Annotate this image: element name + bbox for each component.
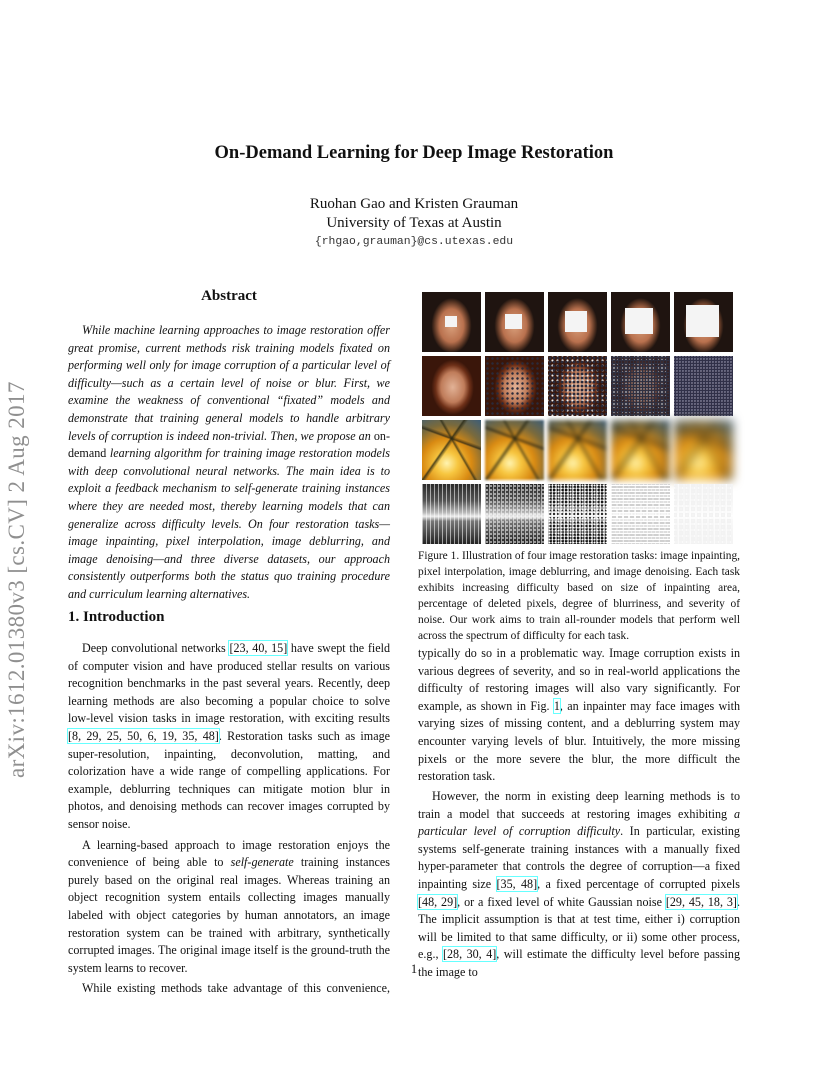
right-column [418,646,740,985]
denoising-image [674,484,733,544]
figure-caption: Figure 1. Illustration of four image restoration tasks: image inpainting, pixel interpolation, image deblurring, and image denoising. Each task exhibits increasing difficulty based on size of inpainting area, percentage of deleted pixels, degree of blurriness, and severity of noise. Our work aims to train all-rounder models that perform well across the spectrum of difficulty for each task. [418,550,740,642]
paragraph: A learning-based approach to image restoration enjoys the convenience of being able to self-generate training instances purely based on the original real images. Whereas training an object recognition system entails collecting images manually labeled with object categories by human annotators, an image restoration system can be trained with arbitrary, synthetically corrupted images. The original image itself is the ground-truth the system learns to recover. [68,837,390,975]
interpolation-image [485,356,544,416]
paper-title: On-Demand Learning for Deep Image Restoration [214,143,614,163]
paragraph: While existing methods take advantage of this convenience, [82,981,390,996]
denoising-image [611,484,670,544]
citation-link[interactable]: [8, 29, 25, 50, 6, 19, 35, 48] [68,728,219,743]
citation-link[interactable]: [35, 48] [496,876,538,891]
figure-1 [418,292,740,644]
affiliation: University of Texas at Austin [326,215,502,231]
interpolation-row [422,356,736,416]
left-column [68,640,390,1001]
deblurring-image [548,420,607,480]
deblurring-image [422,420,481,480]
denoising-row [422,484,736,544]
citation-link[interactable]: [29, 45, 18, 3] [665,894,737,909]
inpainting-row [422,292,736,352]
author-emails: {rhgao,grauman}@cs.utexas.edu [314,236,514,248]
paragraph: Deep convolutional networks [23, 40, 15] have swept the field of computer vision and have produced stellar results on various recognition benchmarks in the past several years. Recently, deep learning methods are also becoming a popular choice to solve low-level vision tasks in image restoration, with exciting results [8, 29, 25, 50, 6, 19, 35, 48]. Restoration tasks such as image super-resolution, inpainting, deconvolution, matting, and colorization have a wide range of compelling applications. For example, deblurring techniques can mitigate motion blur in photos, and denoising methods can recover images corrupted by sensor noise. [68,641,390,831]
paragraph: However, the norm in existing deep learning methods is to train a model that succeeds at restoring images exhibiting a particular level of corruption difficulty. In particular, existing systems self-generate training instances with a manually fixed hyper-parameter that controls the degree of corruption—a fixed inpainting size [35, 48], a fixed percentage of corrupted pixels [48, 29], or a fixed level of white Gaussian noise [29, 45, 18, 3]. The implicit assumption is that at test time, either i) corruption will be limited to that same difficulty, or ii) some other process, e.g., [28, 30, 4], will estimate the difficulty level before passing the image to [418,789,740,979]
citation-link[interactable]: [28, 30, 4] [442,947,497,962]
interpolation-image [422,356,481,416]
interpolation-image [674,356,733,416]
arxiv-stamp: arXiv:1612.01380v3 [cs.CV] 2 Aug 2017 [4,381,29,778]
deblurring-image [485,420,544,480]
denoising-image [485,484,544,544]
denoising-image [422,484,481,544]
inpainting-image [422,292,481,352]
deblurring-image [674,420,733,480]
inpainting-image [548,292,607,352]
interpolation-image [611,356,670,416]
citation-link[interactable]: [48, 29] [418,894,458,909]
citation-link[interactable]: [23, 40, 15] [229,641,288,655]
section-heading-introduction: 1. Introduction [68,609,165,625]
inpainting-image [611,292,670,352]
denoising-image [548,484,607,544]
authors: Ruohan Gao and Kristen Grauman [309,196,519,212]
paragraph-continued: typically do so in a problematic way. Image corruption exists in various degrees of severity, and so in real-world applications the difficulty of restoring images will also vary significantly. For example, as shown in Fig. 1, an inpainter may face images with varying sizes of missing content, and a deblurring system may encounter varying levels of blur. Intuitively, the more missing pixels or the more severe the blur, the more difficult the restoration task. [418,646,740,784]
figure-ref-link[interactable]: 1 [553,698,560,713]
deblurring-row [422,420,736,480]
deblurring-image [611,420,670,480]
inpainting-image [485,292,544,352]
interpolation-image [548,356,607,416]
inpainting-image [674,292,733,352]
page-number: 1 [410,962,418,976]
abstract-text: While machine learning approaches to image restoration offer great promise, current methods risk training models fixated on performing well only for image corruption of a particular level of difficulty—such as a certain level of noise or blur. First, we examine the weakness of conventional “fixated” models and demonstrate that training general models to handle arbitrary levels of corruption is indeed non-trivial. Then, we propose an on-demand learning algorithm for training image restoration models with deep convolutional neural networks. The main idea is to exploit a feedback mechanism to self-generate training instances where they are needed most, thereby learning models that can generalize across difficulty levels. On four restoration tasks—image inpainting, pixel interpolation, image deblurring, and image denoising—and three diverse datasets, our approach consistently outperforms both the status quo training procedure and curriculum learning alternatives. [68,323,390,601]
abstract-heading: Abstract [201,288,257,304]
